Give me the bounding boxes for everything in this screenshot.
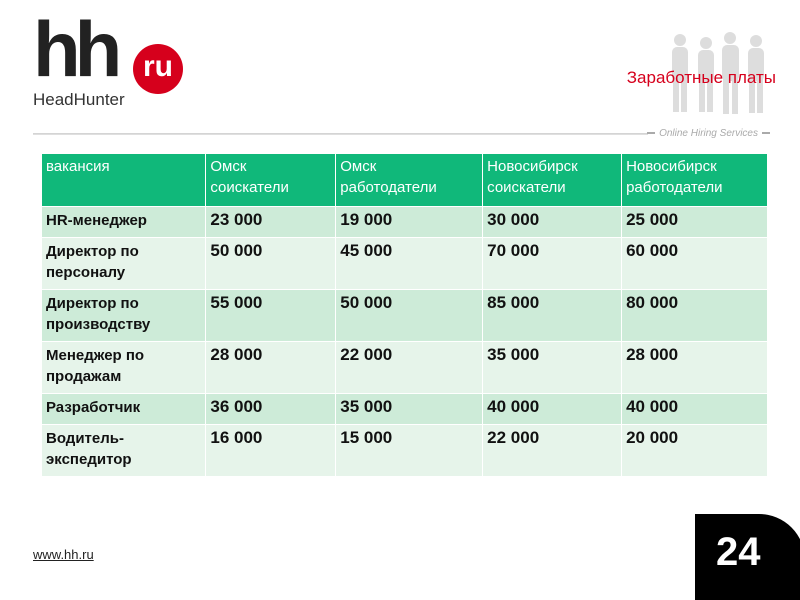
header-line: Новосибирск [487, 158, 578, 175]
salary-cell: 70 000 [483, 238, 622, 290]
salary-cell: 28 000 [206, 342, 336, 394]
salary-cell: 19 000 [336, 207, 483, 238]
table-row [42, 238, 768, 290]
salary-cell: 20 000 [622, 425, 768, 477]
vacancy-cell: Менеджер по продажам [42, 342, 206, 394]
services-tagline-text: Online Hiring Services [659, 128, 758, 139]
salary-cell: 50 000 [206, 238, 336, 290]
header-divider [33, 133, 648, 135]
salary-cell: 35 000 [336, 394, 483, 425]
table-row [42, 394, 768, 425]
header-line: соискатели [487, 179, 566, 196]
salary-cell: 23 000 [206, 207, 336, 238]
vacancy-cell: Директор по производству [42, 290, 206, 342]
salary-cell: 40 000 [622, 394, 768, 425]
salary-cell: 22 000 [483, 425, 622, 477]
table-row [42, 290, 768, 342]
header-omsk-applicants [206, 154, 336, 207]
website-link[interactable]: www.hh.ru [33, 547, 94, 562]
header-line: Омск [210, 158, 247, 175]
table-row [42, 342, 768, 394]
logo-headhunter-text: HeadHunter [33, 90, 125, 109]
salary-cell: 36 000 [206, 394, 336, 425]
salary-cell: 80 000 [622, 290, 768, 342]
header-line: вакансия [46, 158, 110, 175]
salary-cell: 25 000 [622, 207, 768, 238]
salary-cell: 60 000 [622, 238, 768, 290]
table-header-row [42, 154, 768, 207]
logo-ru-badge: ru [133, 44, 183, 94]
salary-cell: 28 000 [622, 342, 768, 394]
vacancy-cell: Директор по персоналу [42, 238, 206, 290]
vacancy-cell: Водитель-экспедитор [42, 425, 206, 477]
salary-cell: 55 000 [206, 290, 336, 342]
salary-cell: 35 000 [483, 342, 622, 394]
salary-cell: 85 000 [483, 290, 622, 342]
header-vacancy [42, 154, 206, 207]
table-row [42, 425, 768, 477]
vacancy-cell: Разработчик [42, 394, 206, 425]
slide-title: Заработные платы [626, 68, 776, 87]
salary-cell: 40 000 [483, 394, 622, 425]
salary-cell: 50 000 [336, 290, 483, 342]
header-line: Новосибирск [626, 158, 717, 175]
header-novosibirsk-employers [622, 154, 768, 207]
table-row [42, 207, 768, 238]
logo-hh-text: hh [33, 5, 117, 93]
salary-cell: 45 000 [336, 238, 483, 290]
hh-logo[interactable] [33, 5, 193, 114]
header-novosibirsk-applicants [483, 154, 622, 207]
salary-table [42, 154, 768, 476]
salary-cell: 22 000 [336, 342, 483, 394]
salary-cell: 15 000 [336, 425, 483, 477]
services-tagline [647, 128, 770, 139]
vacancy-cell: HR-менеджер [42, 207, 206, 238]
header-line: Омск [340, 158, 377, 175]
page-number: 24 [716, 530, 761, 574]
header-line: соискатели [210, 179, 289, 196]
header-omsk-employers [336, 154, 483, 207]
header-line: работодатели [626, 179, 723, 196]
header-line: работодатели [340, 179, 437, 196]
salary-cell: 30 000 [483, 207, 622, 238]
salary-cell: 16 000 [206, 425, 336, 477]
